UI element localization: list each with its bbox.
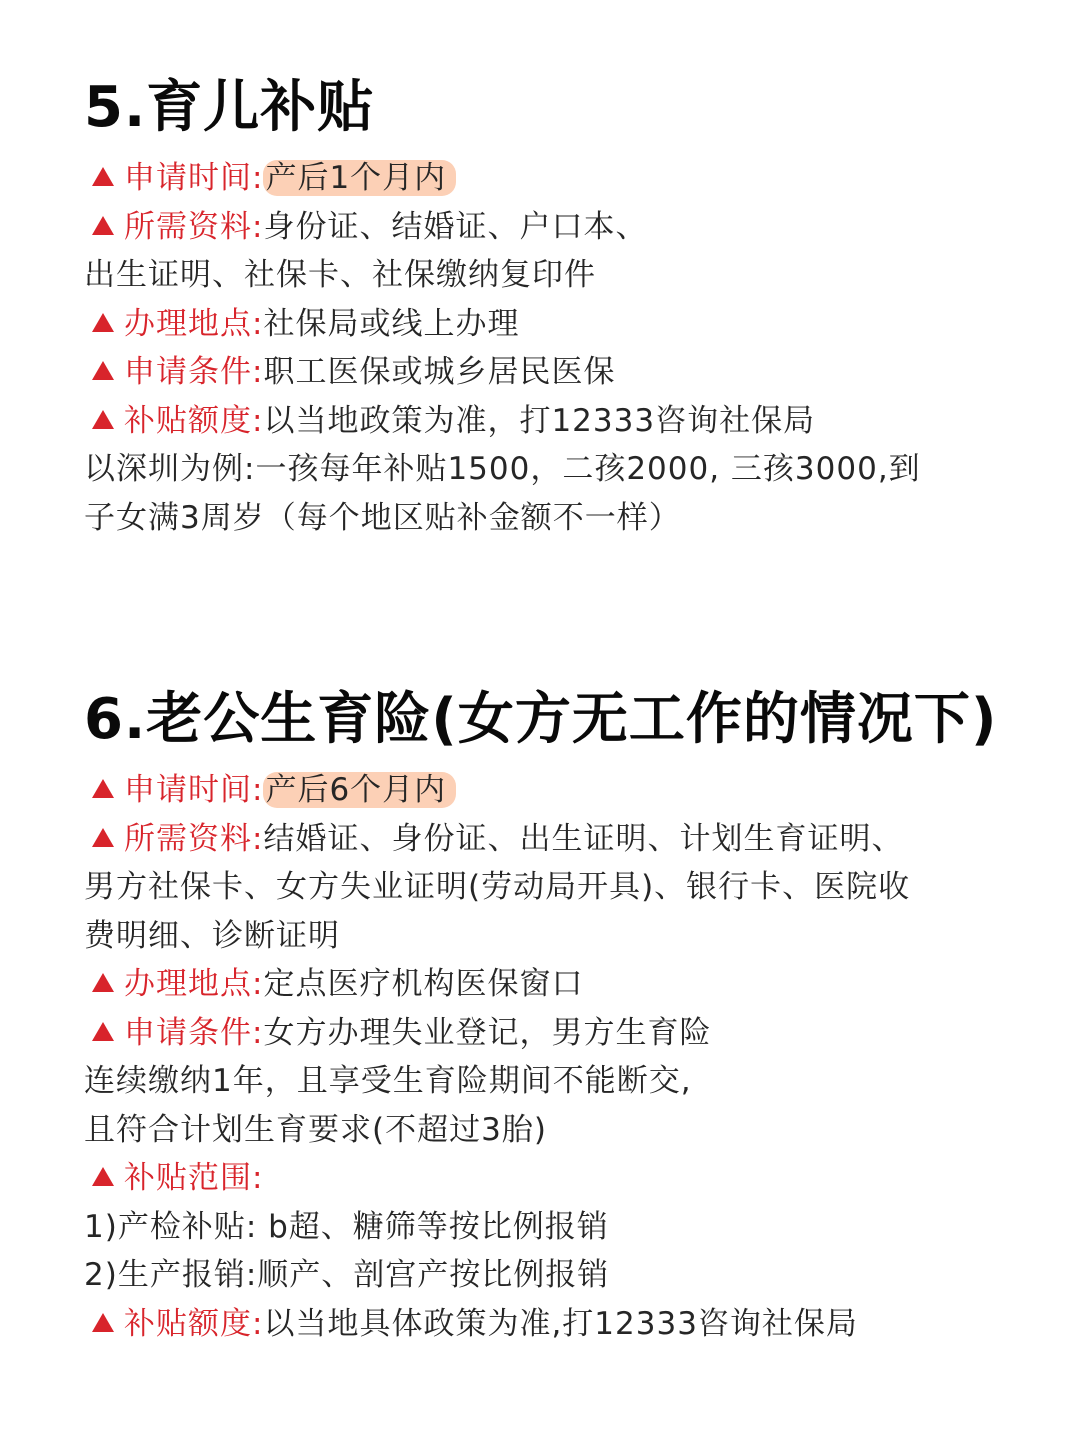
red-triangle-icon <box>92 313 114 332</box>
highlighted-value: 产后1个月内 <box>263 160 456 196</box>
red-triangle-icon <box>92 1167 114 1186</box>
section-title: 6.老公生育险(女方无工作的情况下) <box>84 687 998 752</box>
item-continuation: 以深圳为例:一孩每年补贴1500，二孩2000, 三孩3000,到 <box>84 451 921 487</box>
item-continuation: 出生证明、社保卡、社保缴纳复印件 <box>84 257 596 293</box>
item-label: 补贴额度: <box>124 1305 264 1342</box>
info-item-application-time <box>84 154 1024 203</box>
item-label: 申请条件: <box>124 354 264 390</box>
item-continuation: 子女满3周岁（每个地区贴补金额不一样） <box>84 499 681 536</box>
info-item-coverage <box>84 1154 1024 1203</box>
item-value: 以当地具体政策为准,打12333咨询社保局 <box>263 1305 858 1342</box>
item-value: 身份证、结婚证、户口本、 <box>263 208 648 245</box>
item-value: 定点医疗机构医保窗口 <box>263 966 584 1002</box>
red-triangle-icon <box>92 1022 114 1041</box>
info-item-amount <box>84 397 1024 446</box>
item-continuation: 连续缴纳1年，且享受生育险期间不能断交, <box>84 1063 692 1099</box>
info-item-application-time <box>84 766 1024 815</box>
info-list <box>84 154 1024 542</box>
highlighted-value: 产后6个月内 <box>263 772 456 808</box>
item-continuation: 且符合计划生育要求(不超过3胎) <box>84 1111 547 1148</box>
item-label: 申请时间: <box>124 772 264 808</box>
item-label: 申请条件: <box>124 1014 264 1051</box>
section-husband-maternity-insurance <box>84 684 1024 1348</box>
red-triangle-icon <box>92 973 114 992</box>
red-triangle-icon <box>92 1313 114 1332</box>
red-triangle-icon <box>92 779 114 798</box>
item-value: 职工医保或城乡居民医保 <box>263 354 616 390</box>
info-list <box>84 766 1024 1348</box>
info-item-conditions <box>84 348 1024 397</box>
item-continuation: 2)生产报销:顺产、剖宫产按比例报销 <box>84 1257 610 1293</box>
item-value: 社保局或线上办理 <box>263 305 520 342</box>
item-label: 申请时间: <box>124 160 264 196</box>
info-item-required-documents <box>84 815 1024 864</box>
info-item-amount <box>84 1300 1024 1349</box>
item-value: 结婚证、身份证、出生证明、计划生育证明、 <box>263 820 904 857</box>
item-continuation: 费明细、诊断证明 <box>84 917 340 954</box>
item-continuation: 1)产检补贴: b超、糖筛等按比例报销 <box>84 1208 609 1245</box>
item-label: 办理地点: <box>124 305 264 342</box>
info-item-location <box>84 960 1024 1009</box>
item-value: 以当地政策为准，打12333咨询社保局 <box>263 402 816 439</box>
item-value: 女方办理失业登记，男方生育险 <box>263 1014 712 1051</box>
red-triangle-icon <box>92 216 114 235</box>
section-childcare-subsidy <box>84 72 1024 542</box>
red-triangle-icon <box>92 167 114 186</box>
section-title: 5.育儿补贴 <box>84 75 375 140</box>
red-triangle-icon <box>92 361 114 380</box>
item-label: 办理地点: <box>124 966 264 1002</box>
red-triangle-icon <box>92 828 114 847</box>
info-item-conditions <box>84 1009 1024 1058</box>
info-item-location <box>84 300 1024 349</box>
item-label: 所需资料: <box>124 208 264 245</box>
item-continuation: 男方社保卡、女方失业证明(劳动局开具)、银行卡、医院收 <box>84 869 911 905</box>
item-label: 所需资料: <box>124 820 264 857</box>
item-label: 补贴额度: <box>124 402 264 439</box>
info-item-required-documents <box>84 203 1024 252</box>
red-triangle-icon <box>92 410 114 429</box>
item-label: 补贴范围: <box>124 1160 264 1196</box>
